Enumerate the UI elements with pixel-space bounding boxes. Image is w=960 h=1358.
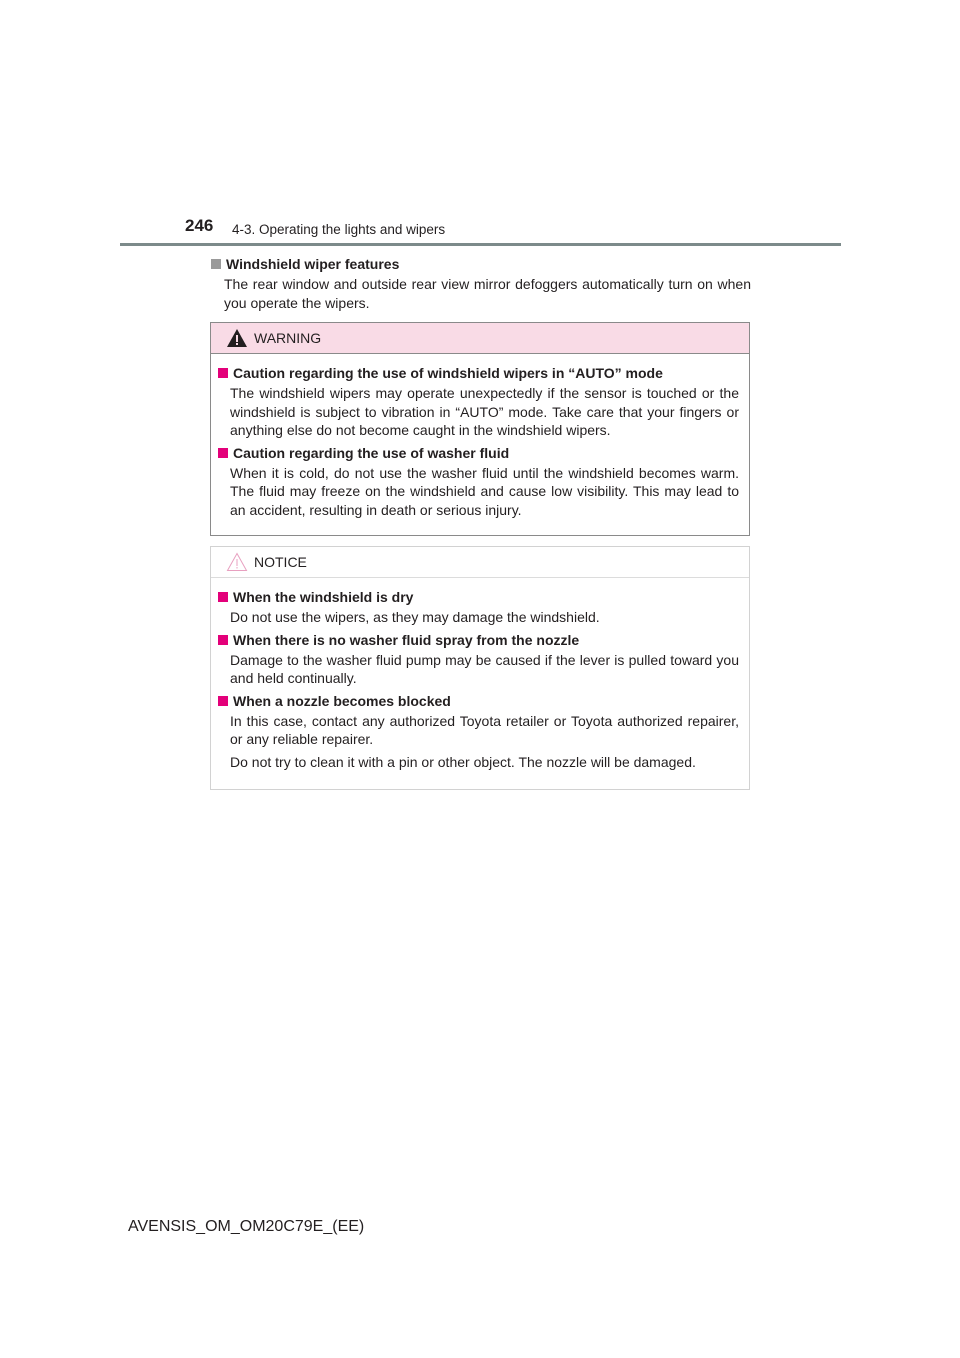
warning-header <box>211 323 749 354</box>
warning-item-text: When it is cold, do not use the washer fluid until the windshield becomes warm. The fluid may freeze on the windshield and cause low visibility. This may lead to an accident, resulting in death or serious injury. <box>230 464 739 518</box>
warning-item-text: The windshield wipers may operate unexpectedly if the sensor is touched or the windshield is subject to vibration in “AUTO” mode. Take care that your fingers or anything else do not become caught in the windshield wipers. <box>230 385 739 438</box>
warning-item <box>218 364 739 440</box>
intro-text: The rear window and outside rear view mirror defoggers automatically turn on when you operate the wipers. <box>224 276 751 311</box>
warning-body <box>211 354 749 519</box>
warning-item <box>218 444 739 520</box>
footer-code: AVENSIS_OM_OM20C79E_(EE) <box>128 1218 365 1235</box>
warning-box <box>210 322 750 536</box>
notice-body <box>211 578 749 771</box>
notice-item <box>218 588 739 627</box>
warning-item-heading-text: Caution regarding the use of washer fluid <box>233 444 510 461</box>
notice-item-heading-text: When there is no washer fluid spray from the nozzle <box>233 631 580 648</box>
notice-item-text: In this case, contact any authorized Toyota retailer or Toyota authorized repairer, or any reliable repairer. <box>230 712 739 747</box>
intro-heading-text: Windshield wiper features <box>226 256 400 272</box>
bullet-square-icon <box>218 368 228 378</box>
notice-item-text: Damage to the washer fluid pump may be caused if the lever is pulled toward you and held continually. <box>230 651 739 686</box>
section-title: 4-3. Operating the lights and wipers <box>232 222 446 237</box>
notice-item <box>218 631 739 688</box>
bullet-square-icon <box>211 259 221 269</box>
notice-item-heading <box>218 631 739 649</box>
warning-triangle-icon <box>226 328 248 348</box>
bullet-square-icon <box>218 696 228 706</box>
bullet-square-icon <box>218 592 228 602</box>
warning-item-heading-text: Caution regarding the use of windshield wipers in “AUTO” mode <box>233 365 663 381</box>
notice-item-heading <box>218 692 739 710</box>
bullet-square-icon <box>218 635 228 645</box>
notice-title: NOTICE <box>254 554 307 570</box>
bullet-square-icon <box>218 448 228 458</box>
notice-box <box>210 546 750 790</box>
notice-item-heading-text: When a nozzle becomes blocked <box>233 692 451 709</box>
notice-triangle-icon <box>226 552 248 572</box>
notice-item-text: Do not try to clean it with a pin or other object. The nozzle will be damaged. <box>230 753 696 770</box>
notice-item-heading <box>218 588 739 606</box>
warning-item-heading <box>218 444 739 462</box>
intro-heading <box>211 255 751 273</box>
intro-section <box>211 255 751 312</box>
notice-item-heading-text: When the windshield is dry <box>233 589 414 605</box>
notice-header <box>211 547 749 578</box>
notice-item <box>218 692 739 772</box>
page-number: 246 <box>185 216 214 235</box>
header-rule <box>120 243 841 246</box>
notice-item-text: Do not use the wipers, as they may damage the windshield. <box>230 609 600 625</box>
warning-title: WARNING <box>254 330 322 346</box>
warning-item-heading <box>218 364 739 382</box>
